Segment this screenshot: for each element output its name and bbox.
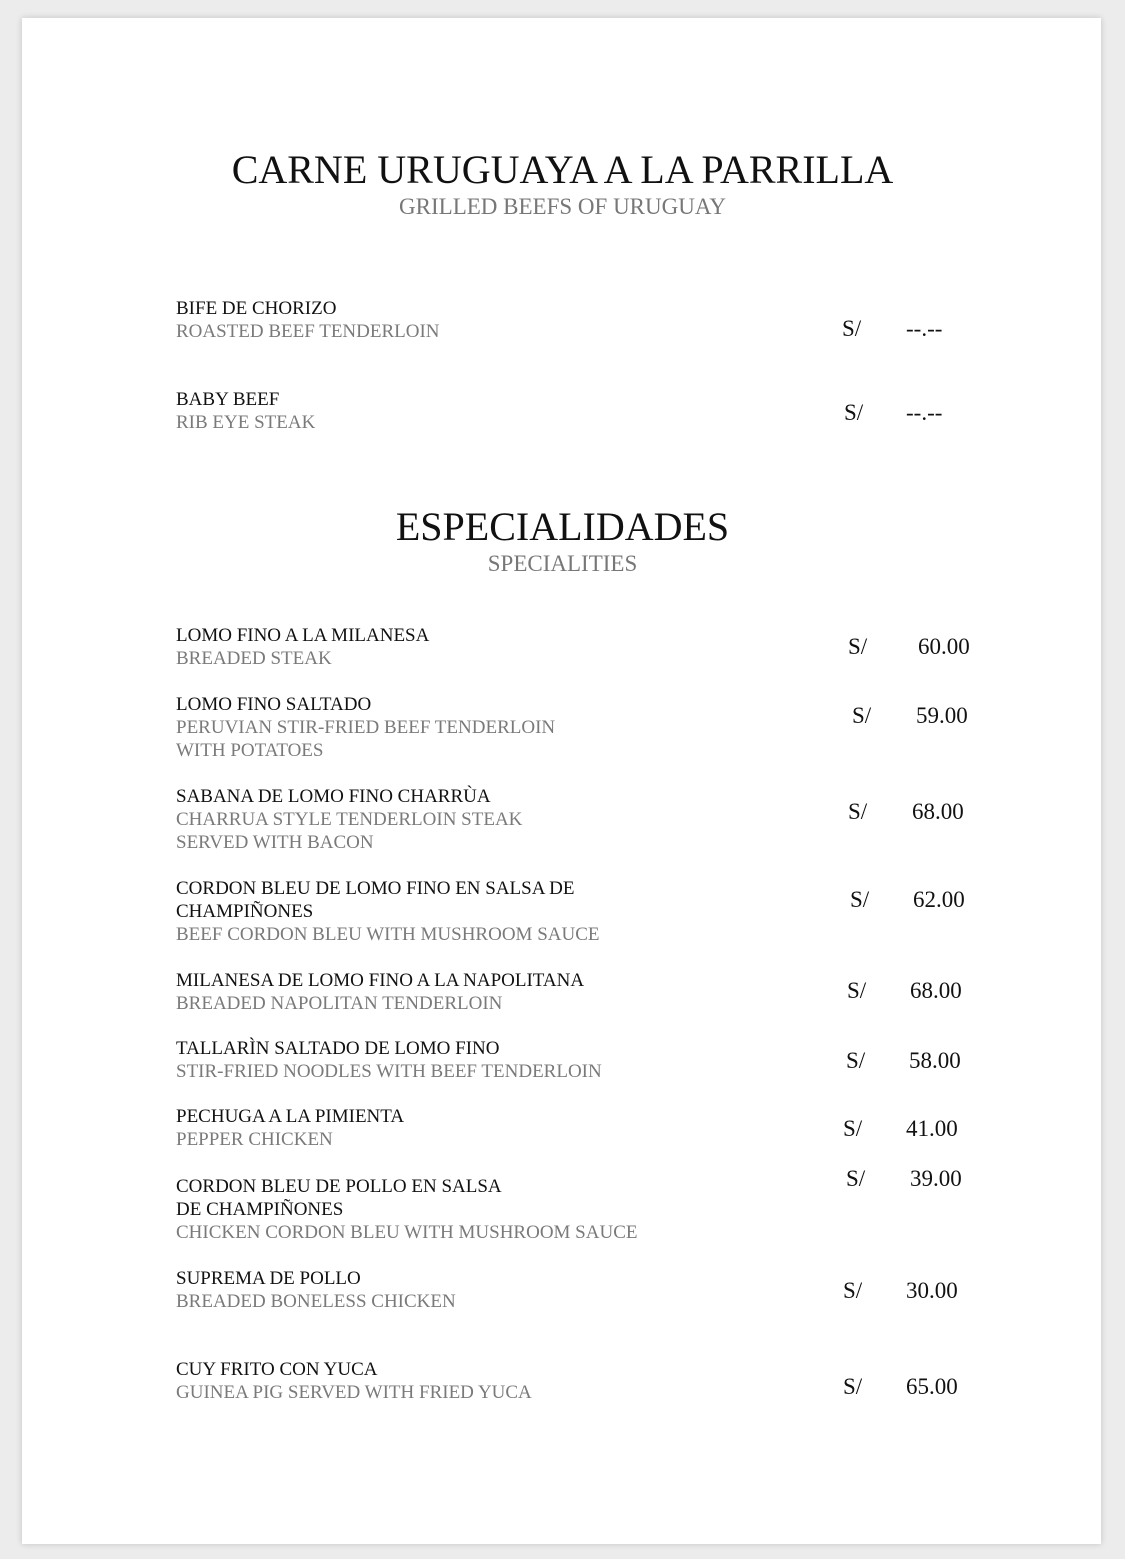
menu-item	[176, 1175, 826, 1244]
item-name: CHAMPIÑONES	[176, 901, 314, 922]
item-name: MILANESA DE LOMO FINO A LA NAPOLITANA	[176, 970, 585, 991]
item-price: 60.00	[918, 634, 970, 659]
menu-item	[176, 624, 826, 670]
item-description: BREADED STEAK	[176, 648, 332, 669]
item-name: BABY BEEF	[176, 389, 280, 410]
item-currency: S/	[843, 1116, 863, 1141]
item-name: PECHUGA A LA PIMIENTA	[176, 1106, 405, 1127]
menu-item	[176, 1358, 826, 1404]
item-description: STIR-FRIED NOODLES WITH BEEF TENDERLOIN	[176, 1061, 602, 1082]
item-currency: S/	[852, 703, 872, 728]
item-name: BIFE DE CHORIZO	[176, 298, 337, 319]
section-title-grill: CARNE URUGUAYA A LA PARRILLA	[231, 147, 894, 192]
menu-item	[176, 297, 826, 343]
item-name: CORDON BLEU DE POLLO EN SALSA	[176, 1176, 502, 1197]
menu-item	[176, 1105, 826, 1151]
item-currency: S/	[844, 400, 864, 425]
item-price: --.--	[906, 400, 943, 425]
menu-page	[22, 18, 1101, 1544]
item-price: 39.00	[910, 1166, 962, 1191]
item-currency: S/	[842, 316, 862, 341]
item-description: CHARRUA STYLE TENDERLOIN STEAK	[176, 809, 523, 830]
item-currency: S/	[843, 1278, 863, 1303]
item-name: LOMO FINO SALTADO	[176, 694, 372, 715]
item-price: 58.00	[909, 1048, 961, 1073]
item-price: --.--	[906, 316, 943, 341]
item-description: PERUVIAN STIR-FRIED BEEF TENDERLOIN	[176, 717, 556, 738]
item-description: PEPPER CHICKEN	[176, 1129, 333, 1150]
item-description: WITH POTATOES	[176, 740, 324, 761]
item-price: 59.00	[916, 703, 968, 728]
item-price: 30.00	[906, 1278, 958, 1303]
item-currency: S/	[850, 887, 870, 912]
item-price: 65.00	[906, 1374, 958, 1399]
item-price: 62.00	[913, 887, 965, 912]
item-price: 68.00	[912, 799, 964, 824]
item-description: BREADED BONELESS CHICKEN	[176, 1291, 456, 1312]
item-name: DE CHAMPIÑONES	[176, 1199, 344, 1220]
item-currency: S/	[846, 1048, 866, 1073]
menu-item	[176, 1037, 826, 1083]
item-name: LOMO FINO A LA MILANESA	[176, 625, 430, 646]
item-name: SUPREMA DE POLLO	[176, 1268, 361, 1289]
item-name: SABANA DE LOMO FINO CHARRÙA	[176, 786, 491, 807]
section-subtitle-grill: GRILLED BEEFS OF URUGUAY	[399, 194, 726, 219]
menu-item	[176, 877, 826, 946]
section-title-specialties: ESPECIALIDADES	[395, 504, 730, 549]
item-price: 68.00	[910, 978, 962, 1003]
item-currency: S/	[847, 978, 867, 1003]
menu-item	[176, 388, 826, 434]
menu-item	[176, 785, 826, 854]
item-description: ROASTED BEEF TENDERLOIN	[176, 321, 440, 342]
item-description: RIB EYE STEAK	[176, 412, 316, 433]
menu-item	[176, 969, 826, 1015]
item-currency: S/	[848, 634, 868, 659]
item-description: GUINEA PIG SERVED WITH FRIED YUCA	[176, 1382, 532, 1403]
menu-item	[176, 693, 826, 762]
section-subtitle-specialties: SPECIALITIES	[487, 551, 638, 576]
item-name: CORDON BLEU DE LOMO FINO EN SALSA DE	[176, 878, 575, 899]
item-price: 41.00	[906, 1116, 958, 1141]
item-currency: S/	[843, 1374, 863, 1399]
item-description: SERVED WITH BACON	[176, 832, 374, 853]
item-description: CHICKEN CORDON BLEU WITH MUSHROOM SAUCE	[176, 1222, 638, 1243]
item-currency: S/	[848, 799, 868, 824]
item-name: CUY FRITO CON YUCA	[176, 1359, 378, 1380]
item-description: BEEF CORDON BLEU WITH MUSHROOM SAUCE	[176, 924, 600, 945]
item-name: TALLARÌN SALTADO DE LOMO FINO	[176, 1038, 500, 1059]
menu-item	[176, 1267, 826, 1313]
item-description: BREADED NAPOLITAN TENDERLOIN	[176, 993, 503, 1014]
item-currency: S/	[846, 1166, 866, 1191]
